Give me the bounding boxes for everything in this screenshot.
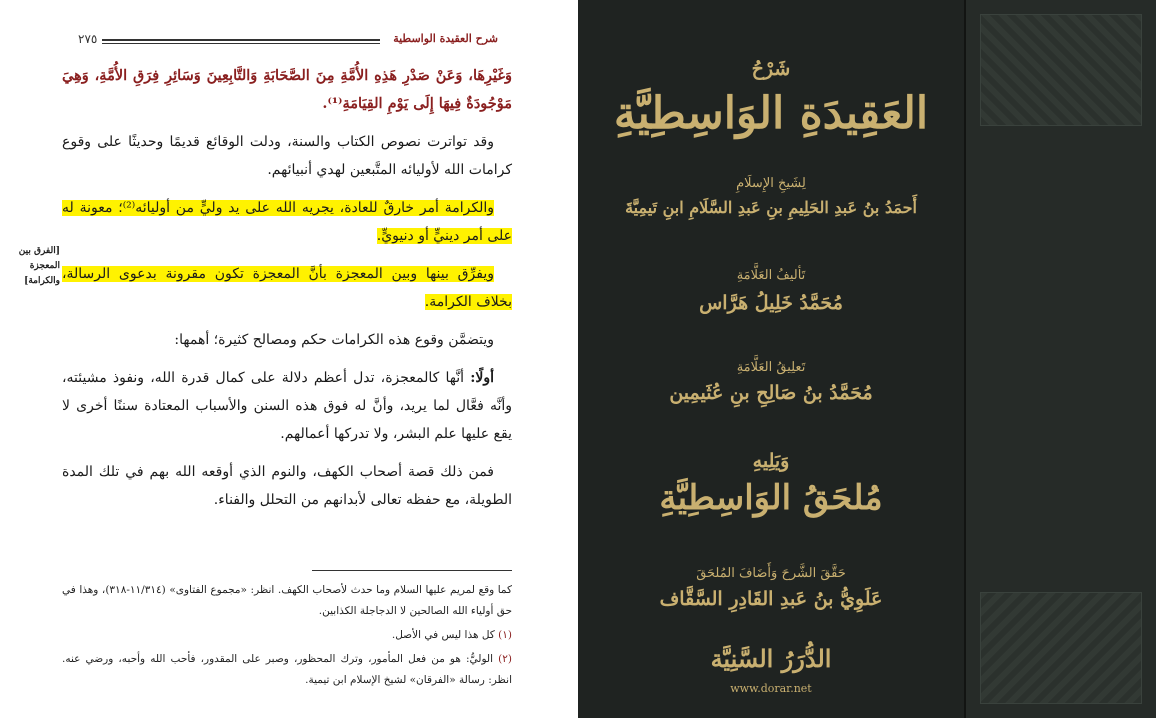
paragraph-6: فمن ذلك قصة أصحاب الكهف، والنوم الذي أوقعه الله بهم في تلك المدة الطويلة، مع حفظه تعالى لأبدانهم من التحلل والفناء. xyxy=(62,464,512,508)
quoted-matn: وَغَيْرِهَا، وَعَنْ صَدْرِ هَذِهِ الأُمَّةِ مِنَ الصَّحَابَةِ وَالتَّابِعِينَ وَسَائِرِ فِرَقِ الأُمَّةِ، وَهِيَ مَوْجُودَةٌ فِيهَا إِلَى يَوْمِ القِيَامَةِ⁽¹⁾. xyxy=(62,67,512,112)
cover-editor: عَلَوِيُّ بنُ عَبدِ القَادِرِ السَّقَّاف xyxy=(659,588,883,610)
footnote-2-number: (٢) xyxy=(498,653,512,665)
cover-front xyxy=(578,0,964,718)
cover-compiler: مُحَمَّدُ خَلِيلُ هَرَّاس xyxy=(699,292,843,314)
cover-appendix-title: مُلحَقُ الوَاسِطِيَّةِ xyxy=(659,478,883,518)
running-title: شرح العقيدة الواسطية xyxy=(393,32,498,45)
paragraph-5 xyxy=(62,364,512,448)
cover-compiler-intro: تَأليفُ العَلَّامَةِ xyxy=(736,268,806,283)
cover-spine xyxy=(964,0,1156,718)
footnote-2-text: الوليُّ: هو من فعل المأمور، وترك المحظور، وصبر على المقدور، فأحب الله وأحبه، ورضي عنه. انظر: رسالة «الفرقان» لشيخ الإسلام ابن تيمية. xyxy=(62,653,512,686)
footnotes xyxy=(62,580,512,694)
spine-ornament-top xyxy=(980,14,1142,126)
cover-author: أَحمَدُ بنُ عَبدِ الحَلِيمِ بنِ عَبدِ السَّلَامِ ابنِ تَيمِيَّةَ xyxy=(625,198,917,217)
highlighted-distinction: ويفرِّق بينها وبين المعجزة بأنَّ المعجزة تكون مقرونة بدعوى الرسالة، بخلاف الكرامة. xyxy=(62,266,512,310)
cover-author-intro: لِشَيخِ الإِسلَامِ xyxy=(736,176,806,191)
side-note: [الفرق بين المعجزة والكرامة] xyxy=(18,246,60,286)
cover-publisher-logo: الدُّرَرُ السَّنِيَّة xyxy=(710,644,832,673)
highlighted-definition: والكرامة أمر خارقٌ للعادة، يجريه الله على يد وليٍّ من أوليائه⁽²⁾؛ معونة له على أمر دينيٍّ أو دنيويٍّ. xyxy=(62,200,512,244)
page-number: ٢٧٥ xyxy=(78,32,98,46)
paragraph-3 xyxy=(62,260,512,316)
footnote-2 xyxy=(62,649,512,691)
footnote-1-number: (١) xyxy=(498,629,512,641)
header-rule-thin xyxy=(102,43,380,44)
page-body xyxy=(62,62,512,524)
spine-ornament-bottom xyxy=(980,592,1142,704)
paragraph-5-lead: أولًا: xyxy=(470,370,494,386)
cover-line1: شَرْحُ xyxy=(751,58,791,80)
footnote-1 xyxy=(62,625,512,646)
cover-title: العَقِيدَةِ الوَاسِطِيَّةِ xyxy=(613,88,929,139)
book-page-scan xyxy=(0,0,560,718)
cover-and-follows: وَيَلِيهِ xyxy=(752,450,790,472)
book-cover-image xyxy=(578,0,1156,718)
running-header xyxy=(78,30,498,48)
footnote-rule xyxy=(312,570,512,571)
cover-commentator: مُحَمَّدُ بنُ صَالِحِ بنِ عُثَيمِين xyxy=(669,382,873,404)
paragraph-5-text: أنَّها كالمعجزة، تدل أعظم دلالة على كمال قدرة الله، ونفوذ مشيئته، وأنَّه فعَّال لما يريد، وأنَّ له فوق هذه السنن والأسباب المعتادة سننًا أخرى لا يقع عليها علم البشر، ولا تدركها أعمالهم. xyxy=(62,370,512,442)
footnote-1-text: كل هذا ليس في الأصل. xyxy=(391,629,499,641)
cover-commentary-intro: تَعلِيقُ العَلَّامَةِ xyxy=(736,360,806,375)
paragraph-2 xyxy=(62,194,512,250)
paragraph-4: ويتضمَّن وقوع هذه الكرامات حكم ومصالح كثيرة؛ أهمها: xyxy=(174,332,494,348)
paragraph-1: وقد تواترت نصوص الكتاب والسنة، ودلت الوقائع قديمًا وحديثًا على وقوع كرامات الله لأوليائه المتَّبعين لهدي أنبيائهم. xyxy=(62,134,512,178)
cover-editor-intro: حَقَّقَ الشَّرحَ وَأَضَافَ المُلحَقَ xyxy=(696,566,846,581)
header-rule xyxy=(102,39,380,41)
footnote-continuation: كما وقع لمريم عليها السلام وما حدث لأصحاب الكهف. انظر: «مجموع الفتاوى» (١١/٣١٤-٣١٨)، وهذا في حق أولياء الله الصالحين لا الدجاجلة الكذابين. xyxy=(62,584,513,617)
cover-website: www.dorar.net xyxy=(730,682,812,695)
